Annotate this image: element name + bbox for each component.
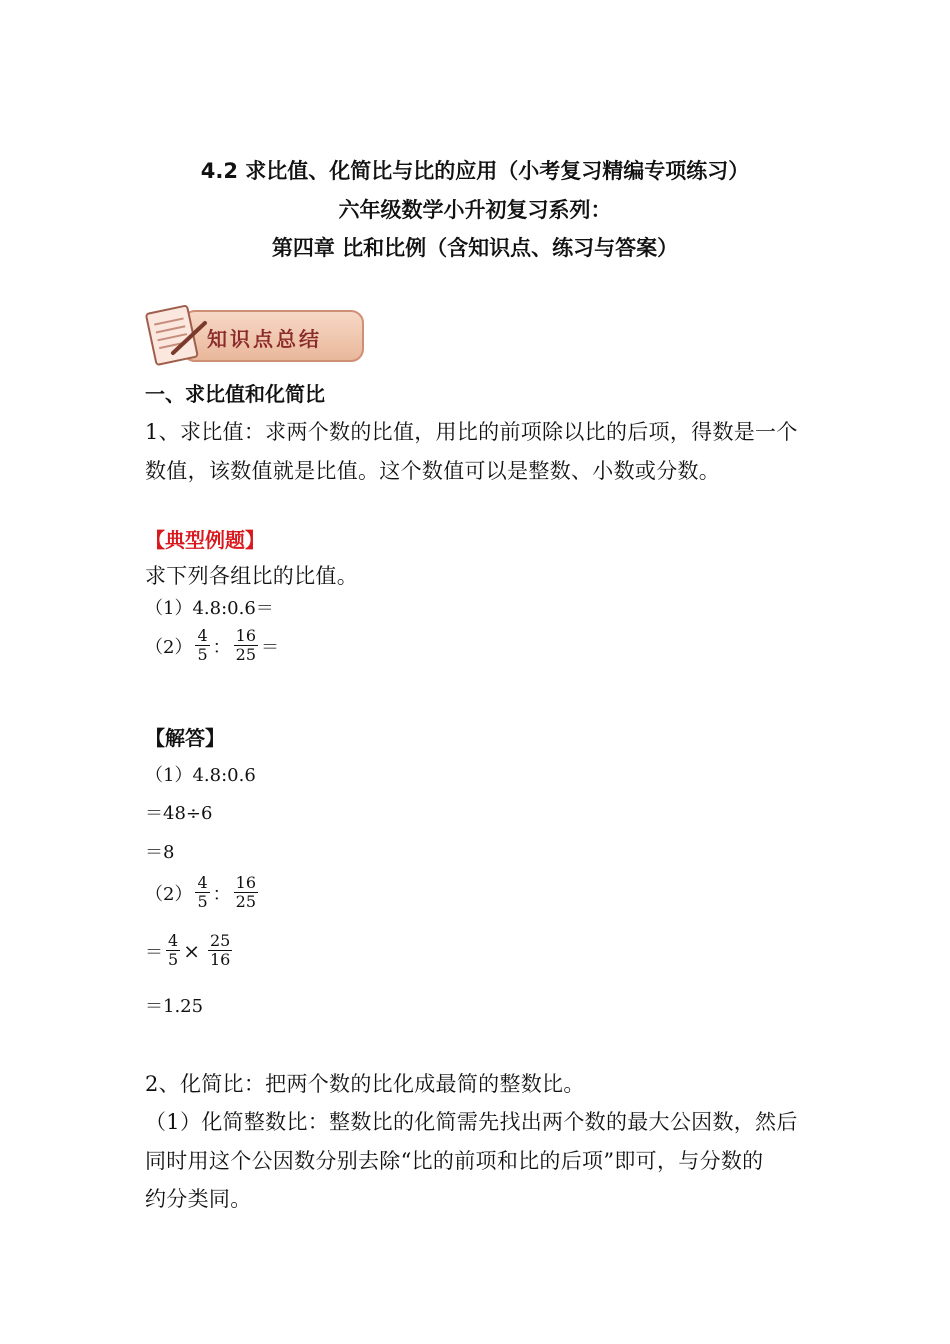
fraction-numerator: 4 [197,873,208,892]
doc-subtitle: 六年级数学小升初复习系列： [338,198,612,222]
q2-prefix: （2） [145,636,193,658]
equals-sign: ＝ [145,941,163,963]
doc-chapter-title: 第四章 比和比例（含知识点、练习与答案） [271,236,679,260]
paragraph-line: 1、求比值：求两个数的比值，用比的前项除以比的后项，得数是一个 [145,420,798,444]
knowledge-summary-badge [143,303,367,369]
a2-prefix: （2） [145,883,193,905]
example-question-2 [145,627,279,664]
fraction [195,874,209,911]
answer-line-fraction [145,874,261,911]
fraction-numerator: 16 [235,873,256,892]
fraction [234,874,258,911]
fraction [166,932,180,969]
fraction-numerator: 4 [168,931,179,950]
fraction [195,627,209,664]
paragraph-line: 同时用这个公因数分别去除“比的前项和比的后项”即可，与分数的 [145,1149,764,1173]
times-sign: × [183,938,200,963]
example-prompt: 求下列各组比的比值。 [145,564,358,588]
fraction-denominator: 25 [235,645,256,664]
doc-title: 4.2 求比值、化简比与比的应用（小考复习精编专项练习） [200,159,750,183]
fraction [234,627,258,664]
fraction-denominator: 5 [168,950,179,969]
answer-line: ＝8 [145,842,175,863]
paragraph-line: 约分类同。 [145,1187,252,1211]
paragraph-line: 数值，该数值就是比值。这个数值可以是整数、小数或分数。 [145,459,721,483]
section-heading: 一、求比值和化简比 [145,382,325,406]
fraction-numerator: 4 [197,626,208,645]
equals-sign: ＝ [261,636,279,658]
answer-tag: 【解答】 [145,726,225,750]
paragraph-line: 2、化简比：把两个数的比化成最简的整数比。 [145,1072,585,1096]
fraction-denominator: 16 [209,950,231,969]
fraction-denominator: 25 [235,892,256,911]
answer-line: （1）4.8:0.6 [145,765,256,786]
fraction-numerator: 25 [209,931,231,950]
fraction-denominator: 5 [197,892,208,911]
example-tag: 【典型例题】 [145,528,265,552]
fraction-denominator: 5 [197,645,208,664]
answer-line: ＝1.25 [145,996,204,1017]
badge-label: 知识点总结 [207,327,322,351]
paragraph-line: （1）化简整数比：整数比的化简需先找出两个数的最大公因数，然后 [145,1110,798,1134]
example-question-1: （1）4.8:0.6＝ [145,598,274,619]
answer-line-fraction [145,932,235,969]
answer-line: ＝48÷6 [145,803,213,824]
ratio-separator: ： [212,883,231,905]
ratio-separator: ： [212,636,231,658]
fraction-numerator: 16 [235,626,256,645]
fraction [208,932,232,969]
